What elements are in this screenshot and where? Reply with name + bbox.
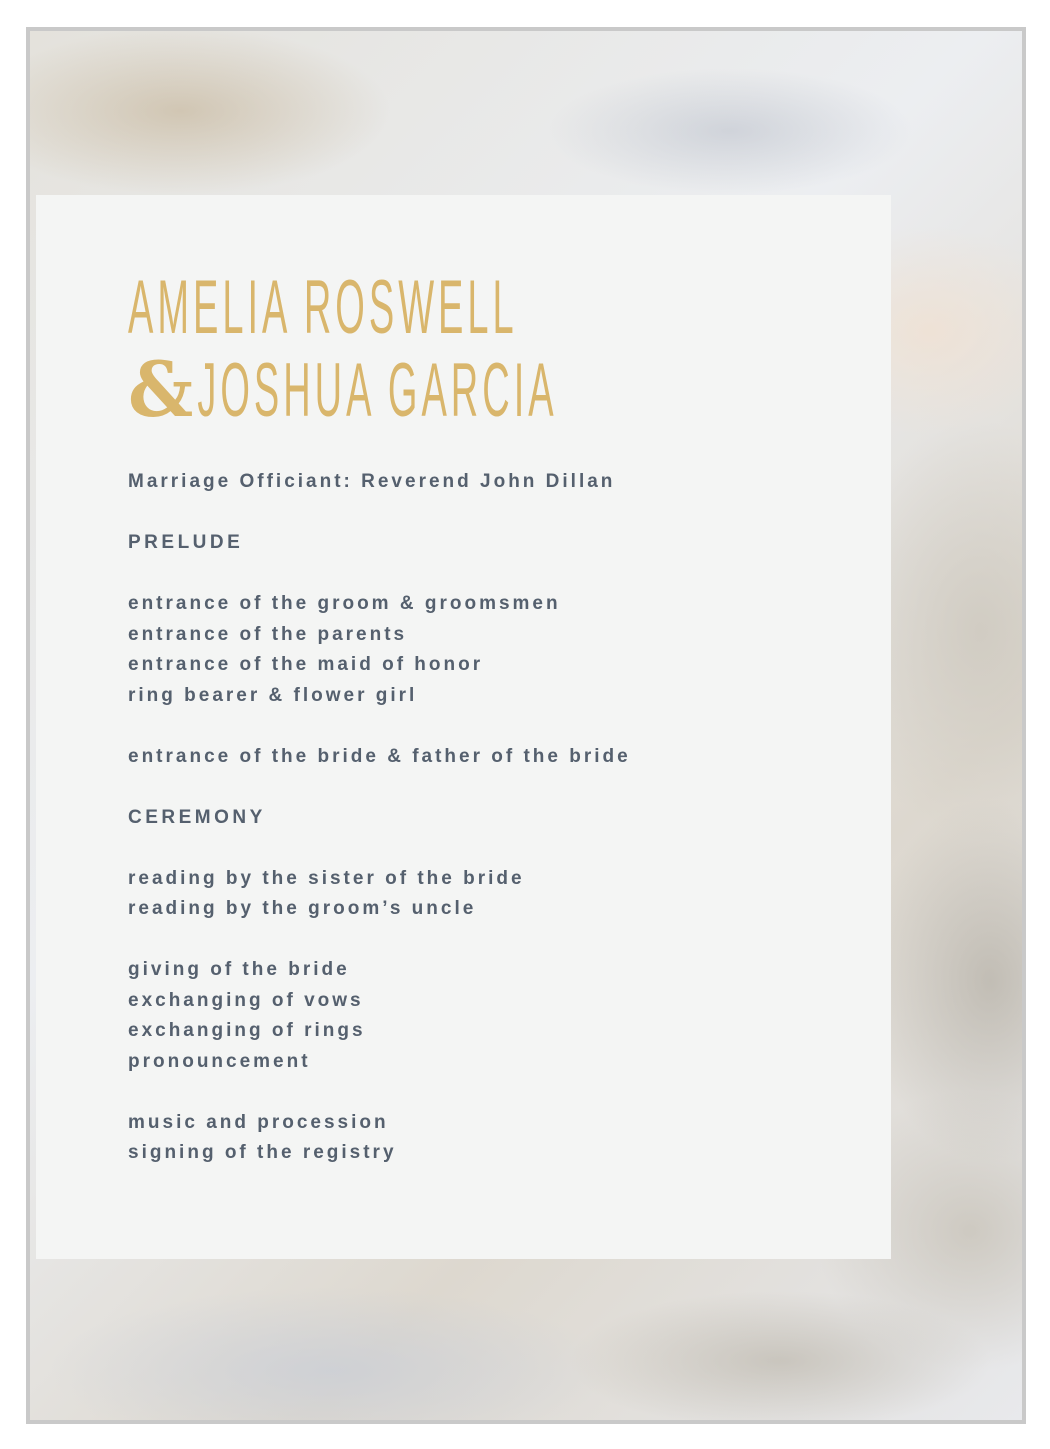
list-item: entrance of the bride & father of the bride	[128, 745, 631, 767]
list-item: signing of the registry	[128, 1142, 397, 1163]
couple-names	[128, 265, 987, 434]
list-item: ring bearer & flower girl	[128, 684, 418, 706]
program-body	[128, 467, 631, 1169]
officiant: Marriage Officiant: Reverend John Dillan	[128, 471, 616, 492]
section-heading-prelude: PRELUDE	[128, 532, 244, 553]
list-item: entrance of the maid of honor	[128, 654, 484, 675]
section-heading-ceremony: CEREMONY	[128, 806, 266, 828]
list-item: exchanging of rings	[128, 1020, 366, 1041]
marble-frame	[26, 27, 1026, 1424]
groom-name: JOSHUA GARCIA	[197, 348, 558, 433]
list-item: pronouncement	[128, 1050, 311, 1072]
list-item: entrance of the parents	[128, 623, 408, 645]
list-item: reading by the sister of the bride	[128, 867, 525, 889]
ampersand: &	[128, 345, 194, 434]
list-item: reading by the groom’s uncle	[128, 898, 477, 919]
list-item: entrance of the groom & groomsmen	[128, 593, 561, 614]
name-line-1: AMELIA ROSWELL	[128, 265, 518, 350]
program-card	[36, 195, 891, 1259]
name-line-2	[128, 345, 558, 434]
list-item: music and procession	[128, 1111, 389, 1133]
list-item: giving of the bride	[128, 959, 350, 980]
list-item: exchanging of vows	[128, 989, 364, 1011]
